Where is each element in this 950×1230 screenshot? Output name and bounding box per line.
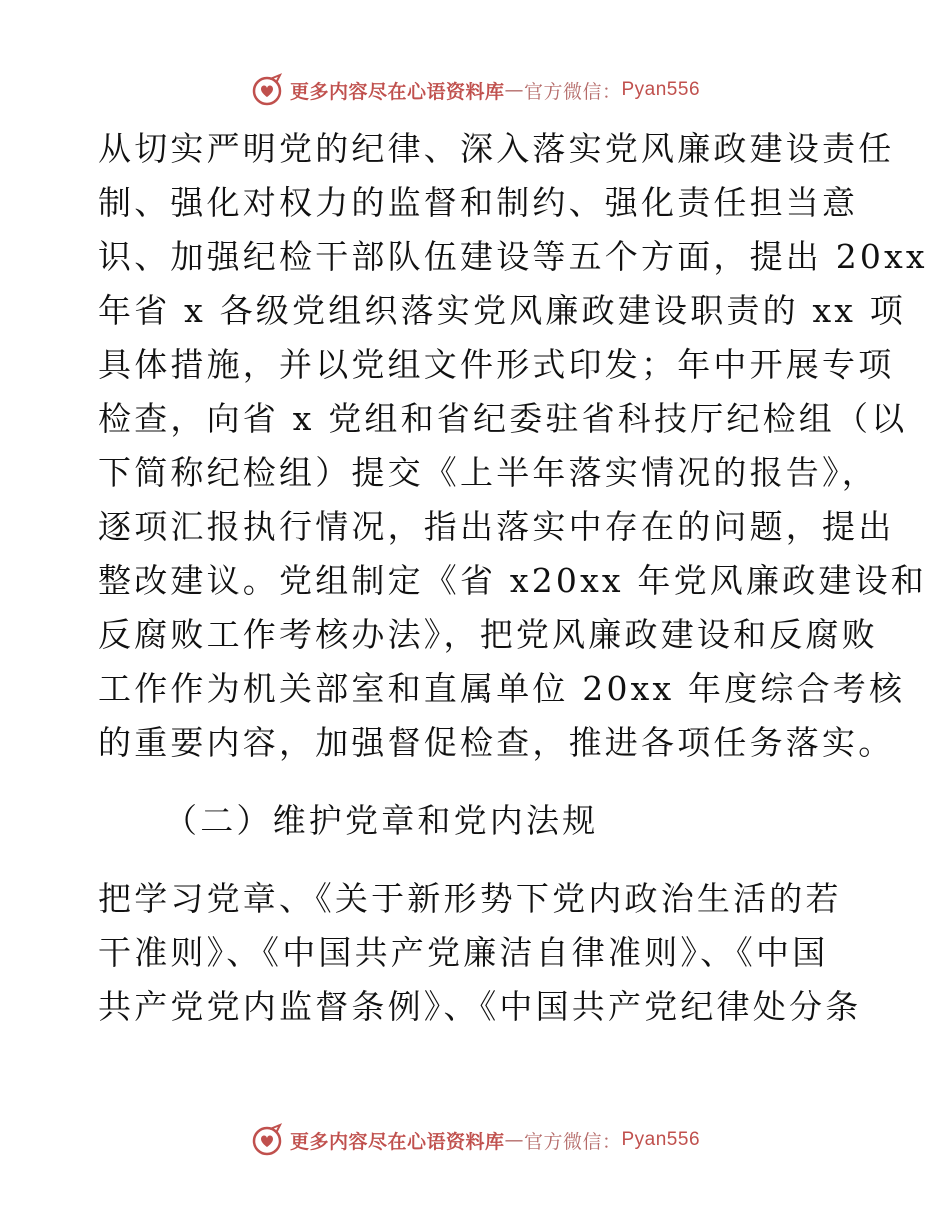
heart-logo-icon (250, 73, 284, 107)
text-line: 干准则》、《中国共产党廉洁自律准则》、《中国 (98, 933, 829, 972)
watermark-wechat-id: Pyan556 (621, 1129, 701, 1150)
text-line: 逐项汇报执行情况，指出落实中存在的问题，提出 (98, 507, 895, 546)
watermark-separator: — (504, 1129, 524, 1151)
text-line: 识、加强纪检干部队伍建设等五个方面，提出 20xx (98, 237, 928, 276)
text-line: 下简称纪检组）提交《上半年落实情况的报告》， (98, 453, 878, 492)
watermark-wechat-id: Pyan556 (621, 79, 701, 100)
heart-logo-icon (250, 1123, 284, 1157)
paragraph-1 (98, 122, 928, 770)
text-line: 反腐败工作考核办法》，把党风廉政建设和反腐败 (98, 615, 878, 654)
text-line: 制、强化对权力的监督和制约、强化责任担当意 (98, 183, 859, 222)
watermark-brand: 更多内容尽在心语资料库 (289, 1130, 505, 1153)
text-line: 年省 x 各级党组织落实党风廉政建设职责的 xx 项 (98, 291, 906, 330)
watermark-wechat-label: 官方微信： (523, 80, 622, 103)
section-heading: （二）维护党章和党内法规 (164, 801, 599, 840)
text-line: 整改建议。党组制定《省 x20xx 年党风廉政建设和 (98, 561, 928, 600)
paragraph-2 (98, 872, 862, 1034)
text-line: 从切实严明党的纪律、深入落实党风廉政建设责任 (98, 129, 895, 168)
text-line: 的重要内容，加强督促检查，推进各项任务落实。 (98, 723, 895, 762)
watermark-brand: 更多内容尽在心语资料库 (289, 80, 505, 103)
text-line: 具体措施，并以党组文件形式印发；年中开展专项 (98, 345, 895, 384)
text-line: 把学习党章、《关于新形势下党内政治生活的若 (98, 879, 842, 918)
document-body (98, 122, 928, 1034)
header-watermark (0, 70, 950, 110)
footer-watermark (0, 1120, 950, 1160)
text-line: 检查，向省 x 党组和省纪委驻省科技厅纪检组（以 (98, 399, 908, 438)
watermark-separator: — (504, 79, 524, 101)
watermark-wechat-label: 官方微信： (523, 1130, 622, 1153)
text-line: 共产党党内监督条例》、《中国共产党纪律处分条 (98, 987, 862, 1026)
text-line: 工作作为机关部室和直属单位 20xx 年度综合考核 (98, 669, 906, 708)
